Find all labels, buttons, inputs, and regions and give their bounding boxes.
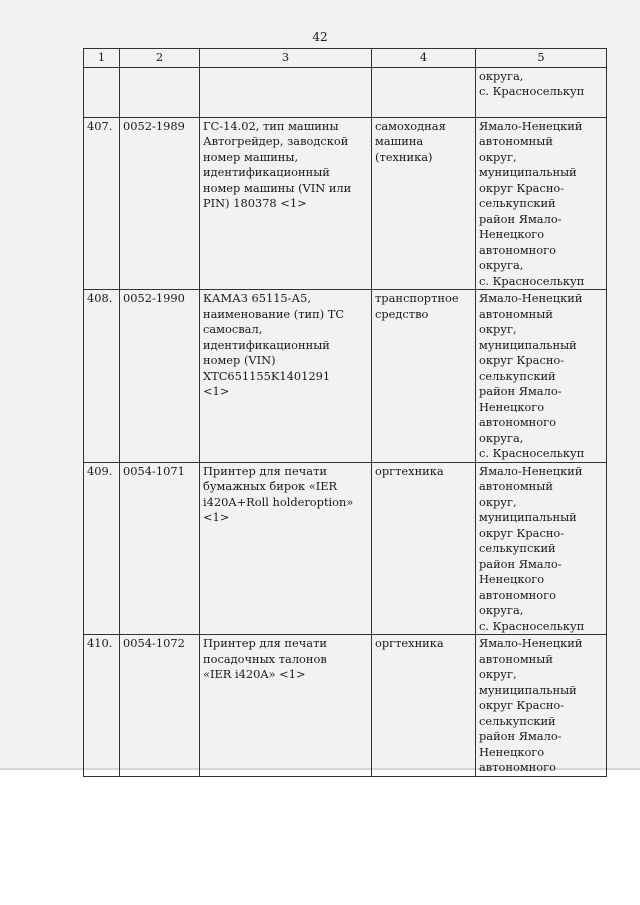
row-number-cell <box>84 67 120 117</box>
location-cell: Ямало-Ненецкий автономный округ, муниципальный округ Красно- селькупский район Ямало- Ненецкого автономного <box>476 635 607 777</box>
inventory-code-cell: 0052-1989 <box>120 117 200 290</box>
row-number-cell: 410. <box>84 635 120 777</box>
location-cell: Ямало-Ненецкий автономный округ, муниципальный округ Красно- селькупский район Ямало- Ненецкого автономного округа, с. Красноселькуп <box>476 290 607 463</box>
header-row <box>84 49 607 68</box>
item-name-cell: ГС-14.02, тип машины Автогрейдер, заводской номер машины, идентификационный номер машины (VIN или PIN) 180378 <1> <box>200 117 372 290</box>
inventory-code-cell: 0054-1072 <box>120 635 200 777</box>
property-register-table <box>83 48 607 777</box>
continuation-row <box>84 67 607 117</box>
item-name-cell <box>200 67 372 117</box>
row-number-cell: 407. <box>84 117 120 290</box>
row-number-cell: 408. <box>84 290 120 463</box>
item-name-cell: Принтер для печати бумажных бирок «IER i420A+Roll holderoption» <1> <box>200 462 372 635</box>
item-type-cell: оргтехника <box>372 635 476 777</box>
item-name-cell: Принтер для печати посадочных талонов «IER i420A» <1> <box>200 635 372 777</box>
inventory-code-cell: 0052-1990 <box>120 290 200 463</box>
item-type-cell: оргтехника <box>372 462 476 635</box>
location-cell: Ямало-Ненецкий автономный округ, муниципальный округ Красно- селькупский район Ямало- Ненецкого автономного округа, с. Красноселькуп <box>476 462 607 635</box>
item-type-cell <box>372 67 476 117</box>
item-type-cell: транспортное средство <box>372 290 476 463</box>
inventory-code-cell <box>120 67 200 117</box>
row-number-cell: 409. <box>84 462 120 635</box>
inventory-code-cell: 0054-1071 <box>120 462 200 635</box>
table-row <box>84 635 607 777</box>
page-number: 42 <box>312 30 328 44</box>
location-cell: округа, с. Красноселькуп <box>476 67 607 117</box>
item-name-cell: КАМАЗ 65115-А5, наименование (тип) ТС самосвал, идентификационный номер (VIN) XTC651155K1401291 <1> <box>200 290 372 463</box>
table-row <box>84 117 607 290</box>
table-row <box>84 290 607 463</box>
column-header: 3 <box>200 49 372 68</box>
column-header: 4 <box>372 49 476 68</box>
item-type-cell: самоходная машина (техника) <box>372 117 476 290</box>
column-header: 1 <box>84 49 120 68</box>
column-header: 5 <box>476 49 607 68</box>
column-header: 2 <box>120 49 200 68</box>
location-cell: Ямало-Ненецкий автономный округ, муниципальный округ Красно- селькупский район Ямало- Ненецкого автономного округа, с. Красноселькуп <box>476 117 607 290</box>
table-row <box>84 462 607 635</box>
